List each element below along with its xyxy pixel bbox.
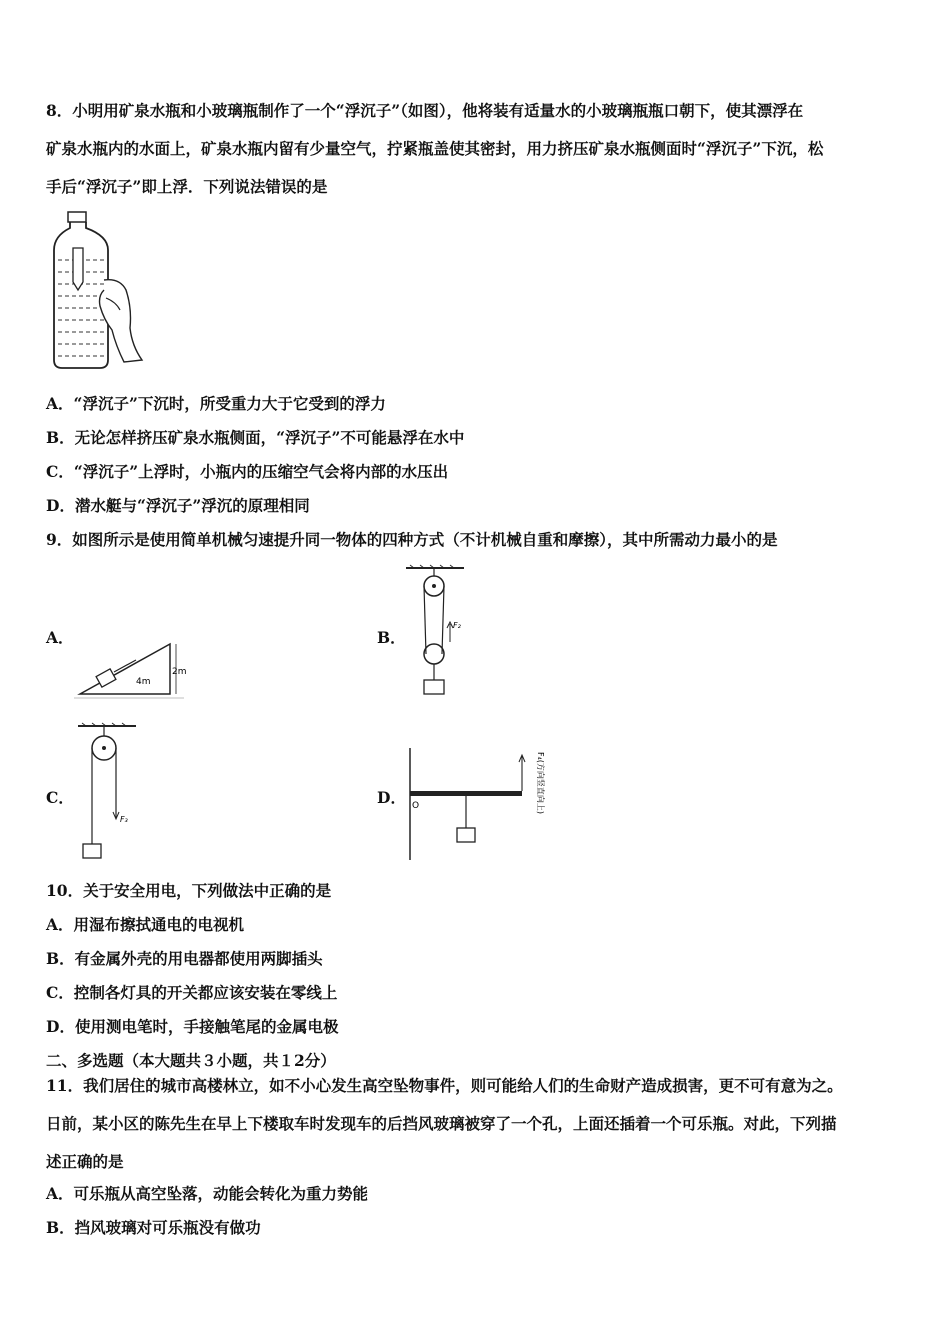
q11-stem-line-3: 述正确的是 xyxy=(46,1152,124,1171)
q11-stem-line-2: 日前，某小区的陈先生在早上下楼取车时发现车的后挡风玻璃被穿了一个孔，上面还插着一个可乐瓶。对此，下列描 xyxy=(46,1114,837,1133)
q10-stem: 10．关于安全用电，下列做法中正确的是 xyxy=(46,881,332,900)
fixed-pulley-force-label: F₃ xyxy=(120,815,128,824)
q8-option-a: A．“浮沉子”下沉时，所受重力大于它受到的浮力 xyxy=(46,394,386,413)
pulley-block-force-label: F₂ xyxy=(453,621,461,630)
q9-label-c: C． xyxy=(46,788,74,807)
q11-option-a: A．可乐瓶从高空坠落，动能会转化为重力势能 xyxy=(46,1184,369,1203)
q9-stem: 9．如图所示是使用简单机械匀速提升同一物体的四种方式（不计机械自重和摩擦），其中所需动力最小的是 xyxy=(46,530,778,549)
bottle-diver-figure xyxy=(46,210,146,372)
q8-option-b: B．无论怎样挤压矿泉水瓶侧面，“浮沉子”不可能悬浮在水中 xyxy=(46,428,465,447)
incline-height-label: 2m xyxy=(172,667,186,677)
lever-pivot-label: O xyxy=(412,801,420,811)
q9-label-b: B． xyxy=(377,628,406,647)
q9-label-d: D． xyxy=(377,788,406,807)
q11-stem-line-1: 11．我们居住的城市高楼林立，如不小心发生高空坠物事件，则可能给人们的生命财产造成损害，更不可有意为之。 xyxy=(46,1076,843,1095)
q8-stem-line-1: 8．小明用矿泉水瓶和小玻璃瓶制作了一个“浮沉子”（如图），他将装有适量水的小玻璃瓶瓶口朝下，使其漂浮在 xyxy=(46,101,804,120)
q9-label-a: A． xyxy=(46,628,74,647)
q10-option-a: A．用湿布擦拭通电的电视机 xyxy=(46,915,245,934)
pulley-block-figure xyxy=(404,564,472,702)
q10-option-c: C．控制各灯具的开关都应该安装在零线上 xyxy=(46,983,338,1002)
q8-option-c: C．“浮沉子”上浮时，小瓶内的压缩空气会将内部的水压出 xyxy=(46,462,449,481)
q8-stem-line-2: 矿泉水瓶内的水面上，矿泉水瓶内留有少量空气，拧紧瓶盖使其密封，用力挤压矿泉水瓶侧面时“浮沉子”下沉，松 xyxy=(46,139,824,158)
q10-option-b: B．有金属外壳的用电器都使用两脚插头 xyxy=(46,949,323,968)
q11-option-b: B．挡风玻璃对可乐瓶没有做功 xyxy=(46,1218,261,1237)
fixed-pulley-figure xyxy=(76,722,140,862)
lever-figure xyxy=(406,744,546,864)
q8-stem-line-3: 手后“浮沉子”即上浮．下列说法错误的是 xyxy=(46,177,328,196)
incline-length-label: 4m xyxy=(136,677,151,687)
section-title-multiple-choice: 二、多选题（本大题共３小题，共１2分） xyxy=(46,1051,336,1070)
incline-figure xyxy=(74,636,186,702)
q10-option-d: D．使用测电笔时，手接触笔尾的金属电极 xyxy=(46,1017,339,1036)
lever-force-label: F₄(方向竖直向上) xyxy=(536,752,545,815)
q8-option-d: D．潜水艇与“浮沉子”浮沉的原理相同 xyxy=(46,496,310,515)
